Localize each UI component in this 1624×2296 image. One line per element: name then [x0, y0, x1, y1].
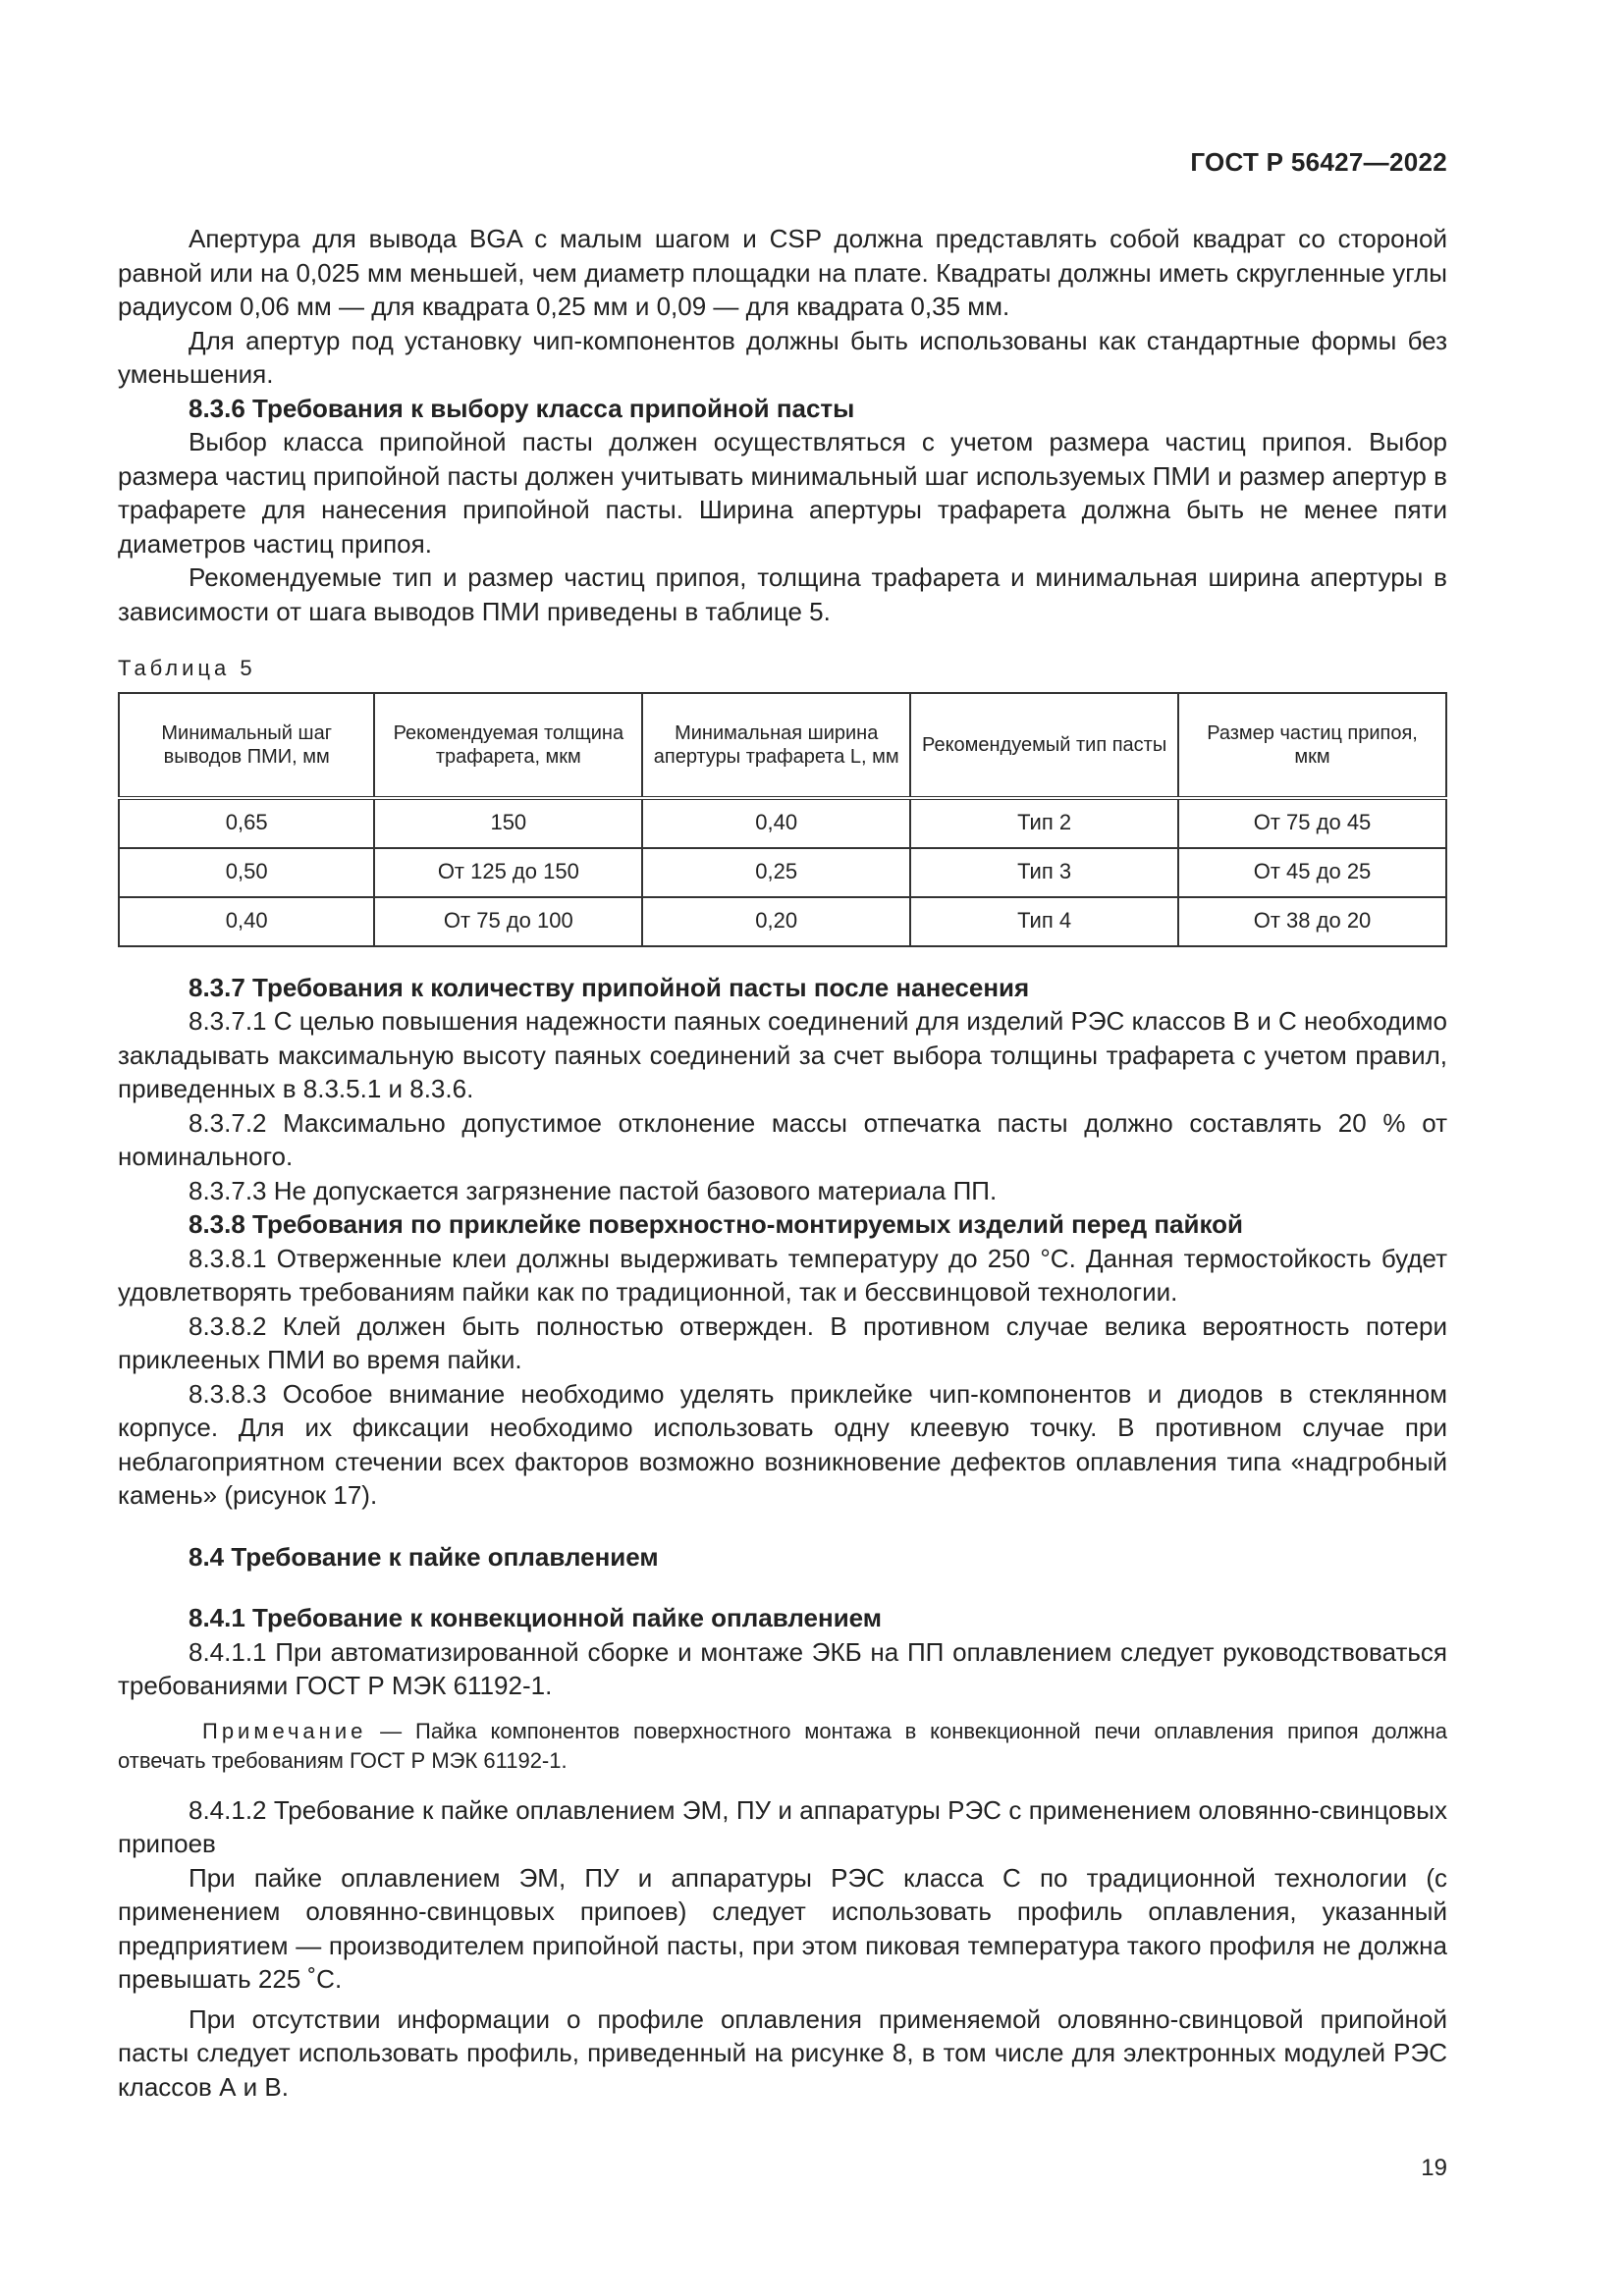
paragraph-8-4-1-2: 8.4.1.2 Требование к пайке оплавлением ЭМ, ПУ и аппаратуры РЭС с применением оловянно-свинцовых припоев — [118, 1794, 1447, 1858]
table-cell: От 38 до 20 — [1178, 897, 1446, 946]
paragraph-default-profile: При отсутствии информации о профиле оплавления применяемой оловянно-свинцовой припойной пасты следует использовать профиль, приведенный на рисунке 8, в том числе для электронных модулей РЭС классов А и В. — [118, 2003, 1447, 2102]
table-header-cell: Минимальный шаг выводов ПМИ, мм — [119, 693, 374, 798]
table-caption: Таблица 5 — [118, 656, 256, 680]
paragraph-8-3-8-1: 8.3.8.1 Отверженные клеи должны выдерживать температуру до 250 °С. Данная термостойкость будет удовлетворять требованиям пайки как по традиционной, так и бессвинцовой технологии. — [118, 1243, 1447, 1307]
table-cell: 0,20 — [642, 897, 910, 946]
paragraph-8-3-7-3: 8.3.7.3 Не допускается загрязнение пастой базового материала ПП. — [189, 1175, 998, 1205]
table-header-cell: Минимальная ширина апертуры трафарета L, мм — [642, 693, 910, 798]
table-cell: От 125 до 150 — [374, 848, 642, 897]
paragraph-8-4-1-1: 8.4.1.1 При автоматизированной сборке и монтаже ЭКБ на ПП оплавлением следует руководствоваться требованиями ГОСТ Р МЭК 61192-1. — [118, 1636, 1447, 1700]
table-cell: 0,50 — [119, 848, 374, 897]
paragraph-8-3-7-1: 8.3.7.1 С целью повышения надежности паяных соединений для изделий РЭС классов В и С необходимо закладывать максимальную высоту паяных соединений за счет выбора толщины трафарета с учетом правил, приведенных в 8.3.5.1 и 8.3.6. — [118, 1006, 1447, 1103]
table-header-cell: Размер частиц припоя, мкм — [1178, 693, 1446, 798]
paragraph-chip-aperture: Для апертур под установку чип-компонентов должны быть использованы как стандартные формы без уменьшения. — [118, 325, 1447, 389]
note-block — [118, 1717, 1447, 1776]
page-number: 19 — [1421, 2155, 1447, 2181]
note-label: Примечание — [202, 1718, 367, 1743]
table-cell: От 45 до 25 — [1178, 848, 1446, 897]
document-body — [118, 222, 1447, 2104]
table-5 — [118, 692, 1447, 947]
paragraph-8-3-8-2: 8.3.8.2 Клей должен быть полностью отвержден. В противном случае велика вероятность потери приклееных ПМИ во время пайки. — [118, 1310, 1447, 1374]
table-cell: Тип 2 — [910, 798, 1178, 848]
table-cell: Тип 4 — [910, 897, 1178, 946]
paragraph-bga-aperture: Апертура для вывода BGA с малым шагом и CSP должна представлять собой квадрат со стороной равной или на 0,025 мм меньшей, чем диаметр площадки на плате. Квадраты должны иметь скругленные углы радиусом 0,06 мм — для квадрата 0,25 мм и 0,09 — для квадрата 0,35 мм. — [118, 224, 1447, 321]
heading-8-3-7: 8.3.7 Требования к количеству припойной пасты после нанесения — [189, 972, 1030, 1002]
table-row — [119, 798, 1446, 848]
heading-8-4: 8.4 Требование к пайке оплавлением — [189, 1541, 659, 1572]
table-cell: 0,40 — [642, 798, 910, 848]
note-text: — Пайка компонентов поверхностного монтажа в конвекционной печи оплавления припоя должна отвечать требованиям ГОСТ Р МЭК 61192-1. — [118, 1718, 1447, 1773]
table-cell: 0,40 — [119, 897, 374, 946]
table-cell: От 75 до 100 — [374, 897, 642, 946]
table-header-cell: Рекомендуемый тип пасты — [910, 693, 1178, 798]
table-cell: От 75 до 45 — [1178, 798, 1446, 848]
heading-8-3-6: 8.3.6 Требования к выбору класса припойной пасты — [189, 393, 855, 423]
paragraph-8-3-6-2: Рекомендуемые тип и размер частиц припоя, толщина трафарета и минимальная ширина апертуры в зависимости от шага выводов ПМИ приведены в таблице 5. — [118, 562, 1447, 626]
heading-8-4-1: 8.4.1 Требование к конвекционной пайке оплавлением — [189, 1603, 883, 1632]
paragraph-8-3-6-1: Выбор класса припойной пасты должен осуществляться с учетом размера частиц припоя. Выбор размера частиц припойной пасты должен учитывать минимальный шаг используемых ПМИ и размер апертур в трафарете для нанесения припойной пасты. Ширина апертуры трафарета должна быть не менее пяти диаметров частиц припоя. — [118, 427, 1447, 559]
table-cell: 0,65 — [119, 798, 374, 848]
table-row — [119, 848, 1446, 897]
table-header-cell: Рекомендуемая толщина трафарета, мкм — [374, 693, 642, 798]
heading-8-3-8: 8.3.8 Требования по приклейке поверхностно-монтируемых изделий перед пайкой — [189, 1209, 1244, 1239]
paragraph-8-3-8-3: 8.3.8.3 Особое внимание необходимо уделять приклейке чип-компонентов и диодов в стеклянном корпусе. Для их фиксации необходимо использовать одну клеевую точку. В противном случае при неблагоприятном стечении всех факторов возможно возникновение дефектов оплавления типа «надгробный камень» (рисунок 17). — [118, 1378, 1447, 1510]
table-row — [119, 897, 1446, 946]
paragraph-reflow-profile: При пайке оплавлением ЭМ, ПУ и аппаратуры РЭС класса С по традиционной технологии (с применением оловянно-свинцовых припоев) следует использовать профиль оплавления, указанный предприятием — производителем припойной пасты, при этом пиковая температура такого профиля не должна превышать 225 ˚С. — [118, 1862, 1447, 1994]
table-cell: 0,25 — [642, 848, 910, 897]
table-cell: Тип 3 — [910, 848, 1178, 897]
table-header-row — [119, 693, 1446, 798]
document-header: ГОСТ Р 56427—2022 — [1190, 147, 1447, 177]
paragraph-8-3-7-2: 8.3.7.2 Максимально допустимое отклонение массы отпечатка пасты должно составлять 20 % от номинального. — [118, 1107, 1447, 1171]
table-cell: 150 — [374, 798, 642, 848]
